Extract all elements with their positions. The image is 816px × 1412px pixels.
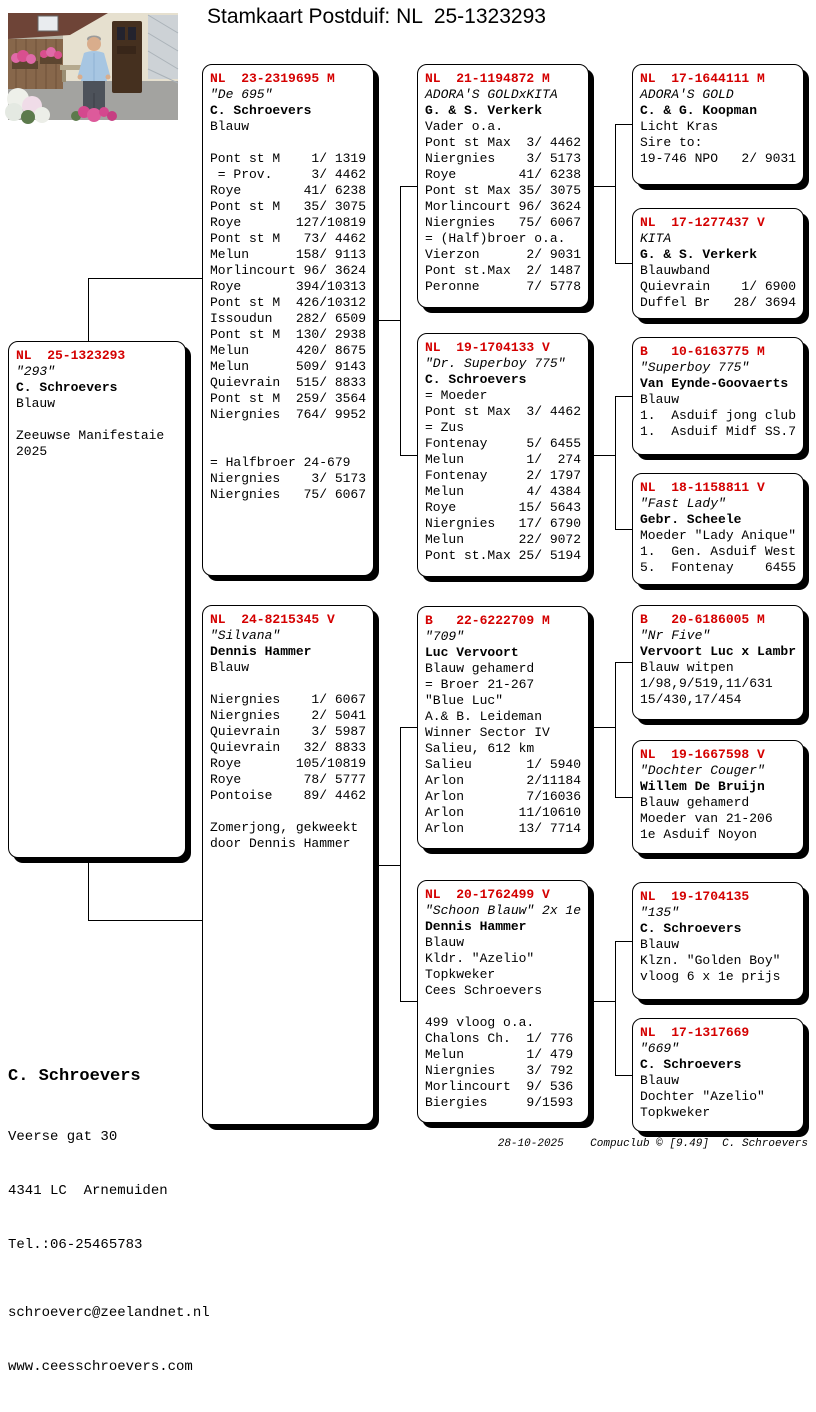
fancier-name: Dennis Hammer — [210, 644, 312, 659]
box-line: Cees Schroevers — [425, 983, 543, 998]
box-line: Niergnies 2/ 5041 — [210, 708, 367, 723]
pedigree-box-greatgrandparent-5 — [632, 605, 804, 720]
box-line: 1/98,9/519,11/631 — [640, 676, 773, 691]
connector-line — [88, 920, 202, 921]
box-line: Roye 15/ 5643 — [425, 500, 582, 515]
box-line: Moeder "Lady Anique" — [640, 528, 797, 543]
ring-number: NL 17-1277437 V — [640, 215, 765, 230]
box-line: Quievrain 32/ 8833 — [210, 740, 367, 755]
ring-number: NL 18-1158811 V — [640, 480, 765, 495]
fancier-name: G. & S. Verkerk — [640, 247, 758, 262]
fancier-name: C. & G. Koopman — [640, 103, 758, 118]
box-line: Niergnies 17/ 6790 — [425, 516, 582, 531]
box-line: Roye 78/ 5777 — [210, 772, 367, 787]
connector-line — [88, 858, 89, 920]
pigeon-name: ADORA'S GOLDxKITA — [425, 87, 558, 102]
box-line: 1. Gen. Asduif West — [640, 544, 797, 559]
connector-line — [615, 396, 632, 397]
box-line: Niergnies 3/ 5173 — [210, 471, 367, 486]
box-line: vloog 6 x 1e prijs — [640, 969, 781, 984]
box-line: Blauw witpen — [640, 660, 734, 675]
contact-address-line: 4341 LC Arnemuiden — [8, 1183, 168, 1199]
pedigree-box-grandsire-maternal — [417, 606, 589, 849]
box-line: Pont st M 73/ 4462 — [210, 231, 367, 246]
box-line: A.& B. Leideman — [425, 709, 543, 724]
box-line: Blauw — [425, 935, 465, 950]
pedigree-box-granddam-paternal — [417, 333, 589, 577]
connector-line — [615, 797, 632, 798]
fancier-name: C. Schroevers — [425, 372, 527, 387]
box-line: Niergnies 1/ 6067 — [210, 692, 367, 707]
box-line: Blauw — [640, 1073, 680, 1088]
fancier-name: Luc Vervoort — [425, 645, 519, 660]
pedigree-box-grandsire-paternal — [417, 64, 589, 308]
connector-line — [615, 124, 616, 264]
pigeon-name: "Schoon Blauw" 2x 1e — [425, 903, 582, 918]
box-line: Salieu 1/ 5940 — [425, 757, 582, 772]
box-line: Roye 394/10313 — [210, 279, 367, 294]
box-line: Topkweker — [425, 967, 496, 982]
box-line: Niergnies 75/ 6067 — [425, 215, 582, 230]
fancier-name: C. Schroevers — [210, 103, 312, 118]
box-line — [210, 439, 366, 455]
box-line: Blauw gehamerd — [640, 795, 750, 810]
box-line: = Zus — [425, 420, 465, 435]
fancier-name: Gebr. Scheele — [640, 512, 742, 527]
ring-number: NL 17-1644111 M — [640, 71, 765, 86]
ring-number: NL 19-1704133 V — [425, 340, 550, 355]
box-line: = Halfbroer 24-679 — [210, 455, 351, 470]
contact-address-line: Tel.:06-25465783 — [8, 1237, 143, 1253]
pedigree-box-granddam-maternal — [417, 880, 589, 1123]
box-line: Morlincourt 9/ 536 — [425, 1079, 574, 1094]
fancier-name: G. & S. Verkerk — [425, 103, 543, 118]
box-line: Fontenay 2/ 1797 — [425, 468, 582, 483]
contact-name: C. Schroevers — [8, 1067, 141, 1086]
box-line: 1. Asduif Midf SS.7 — [640, 424, 797, 439]
fancier-name: Vervoort Luc x Lambr — [640, 644, 797, 659]
connector-line — [589, 455, 615, 456]
box-line: Pontoise 89/ 4462 — [210, 788, 367, 803]
box-line: Zeeuwse Manifestaie — [16, 428, 165, 443]
box-line: Morlincourt 96/ 3624 — [210, 263, 367, 278]
box-line: Niergnies 75/ 6067 — [210, 487, 367, 502]
box-line: Melun 1/ 479 — [425, 1047, 574, 1062]
ring-number: NL 24-8215345 V — [210, 612, 335, 627]
box-line: Niergnies 3/ 5173 — [425, 151, 582, 166]
box-line: Biergies 9/1593 — [425, 1095, 574, 1110]
box-line: Arlon 7/16036 — [425, 789, 582, 804]
pigeon-name: "669" — [640, 1041, 680, 1056]
box-line: Winner Sector IV — [425, 725, 550, 740]
fancier-name: Van Eynde-Goovaerts — [640, 376, 789, 391]
box-line: Morlincourt 96/ 3624 — [425, 199, 582, 214]
pedigree-box-greatgrandparent-6 — [632, 740, 804, 854]
box-line: Melun 22/ 9072 — [425, 532, 582, 547]
box-line: 499 vloog o.a. — [425, 1015, 535, 1030]
connector-line — [615, 396, 616, 530]
connector-line — [615, 662, 616, 798]
pigeon-name: "De 695" — [210, 87, 273, 102]
pigeon-name: "135" — [640, 905, 680, 920]
box-line — [210, 804, 366, 820]
pedigree-box-dam — [202, 605, 374, 1125]
box-line — [425, 999, 581, 1015]
pigeon-name: "Silvana" — [210, 628, 281, 643]
box-line: Pont st Max 3/ 4462 — [425, 404, 582, 419]
box-line: Pont st M 130/ 2938 — [210, 327, 367, 342]
fancier-name: C. Schroevers — [16, 380, 118, 395]
ring-number: NL 23-2319695 M — [210, 71, 335, 86]
connector-line — [615, 1075, 632, 1076]
box-line: 19-746 NPO 2/ 9031 — [640, 151, 797, 166]
box-line: Arlon 11/10610 — [425, 805, 582, 820]
box-line: Melun 420/ 8675 — [210, 343, 367, 358]
box-line: Blauwband — [640, 263, 711, 278]
connector-line — [615, 124, 632, 125]
box-line: Blauw gehamerd — [425, 661, 535, 676]
box-line: Quievrain 1/ 6900 — [640, 279, 797, 294]
box-line: Fontenay 5/ 6455 — [425, 436, 582, 451]
ring-number: NL 25-1323293 — [16, 348, 126, 363]
box-line: = Moeder — [425, 388, 488, 403]
ring-number: NL 21-1194872 M — [425, 71, 550, 86]
box-line: Peronne 7/ 5778 — [425, 279, 582, 294]
box-line: Moeder van 21-206 — [640, 811, 773, 826]
connector-line — [88, 278, 202, 279]
ring-number: NL 17-1317669 — [640, 1025, 750, 1040]
pigeon-name: "Dochter Couger" — [640, 763, 765, 778]
fancier-name: Dennis Hammer — [425, 919, 527, 934]
box-line: Pont st M 1/ 1319 — [210, 151, 367, 166]
box-line: Pont st M 35/ 3075 — [210, 199, 367, 214]
connector-line — [615, 941, 616, 1076]
box-line — [210, 676, 366, 692]
pedigree-box-greatgrandparent-7 — [632, 882, 804, 1000]
pigeon-name: "Nr Five" — [640, 628, 711, 643]
box-line: Roye 41/ 6238 — [210, 183, 367, 198]
ring-number: B 20-6186005 M — [640, 612, 765, 627]
box-line: Niergnies 3/ 792 — [425, 1063, 574, 1078]
box-line: Melun 1/ 274 — [425, 452, 582, 467]
box-line: Quievrain 3/ 5987 — [210, 724, 367, 739]
box-line: 2025 — [16, 444, 48, 459]
contact-email: schroeverc@zeelandnet.nl — [8, 1305, 210, 1321]
box-line: 1. Asduif jong club — [640, 408, 797, 423]
box-line: Quievrain 515/ 8833 — [210, 375, 367, 390]
pigeon-name: KITA — [640, 231, 672, 246]
contact-website: www.ceesschroevers.com — [8, 1359, 193, 1375]
box-line: Dochter "Azelio" — [640, 1089, 765, 1104]
box-line: Melun 158/ 9113 — [210, 247, 367, 262]
box-line: Zomerjong, gekweekt — [210, 820, 359, 835]
box-line: Issoudun 282/ 6509 — [210, 311, 367, 326]
box-line: = (Half)broer o.a. — [425, 231, 566, 246]
box-line: Blauw — [210, 119, 250, 134]
box-line: Melun 509/ 9143 — [210, 359, 367, 374]
box-line: Arlon 13/ 7714 — [425, 821, 582, 836]
ring-number: B 10-6163775 M — [640, 344, 765, 359]
box-line: = Broer 21-267 — [425, 677, 535, 692]
fancier-name: Willem De Bruijn — [640, 779, 765, 794]
fancier-name: C. Schroevers — [640, 1057, 742, 1072]
box-line: Arlon 2/11184 — [425, 773, 582, 788]
box-line: 15/430,17/454 — [640, 692, 742, 707]
box-line: Melun 4/ 4384 — [425, 484, 582, 499]
connector-line — [88, 278, 89, 341]
box-line: Pont st Max 35/ 3075 — [425, 183, 582, 198]
box-line: Pont st.Max 25/ 5194 — [425, 548, 582, 563]
box-line: Topkweker — [640, 1105, 711, 1120]
pedigree-box-sire — [202, 64, 374, 576]
box-line: Pont st M 426/10312 — [210, 295, 367, 310]
box-line: 5. Fontenay 6455 — [640, 560, 797, 575]
box-line: Blauw — [640, 392, 680, 407]
box-line: 1e Asduif Noyon — [640, 827, 758, 842]
box-line: Blauw — [640, 937, 680, 952]
box-line: Niergnies 764/ 9952 — [210, 407, 367, 422]
box-line — [210, 423, 366, 439]
box-line — [16, 412, 178, 428]
contact-block — [8, 1032, 210, 1412]
box-line: Licht Kras — [640, 119, 719, 134]
pedigree-box-greatgrandparent-1 — [632, 64, 804, 185]
connector-line — [615, 263, 632, 264]
box-line: Pont st M 259/ 3564 — [210, 391, 367, 406]
pigeon-name: "Fast Lady" — [640, 496, 726, 511]
pigeon-name: "Superboy 775" — [640, 360, 750, 375]
fancier-name: C. Schroevers — [640, 921, 742, 936]
pigeon-name: ADORA'S GOLD — [640, 87, 734, 102]
box-line: Pont st Max 3/ 4462 — [425, 135, 582, 150]
connector-line — [400, 455, 417, 456]
ring-number: B 22-6222709 M — [425, 613, 550, 628]
box-line: Pont st.Max 2/ 1487 — [425, 263, 582, 278]
box-line: Roye 127/10819 — [210, 215, 367, 230]
box-line: Sire to: — [640, 135, 703, 150]
pedigree-box-subject — [8, 341, 186, 858]
ring-number: NL 19-1667598 V — [640, 747, 765, 762]
pigeon-name: "Dr. Superboy 775" — [425, 356, 566, 371]
box-line: door Dennis Hammer — [210, 836, 351, 851]
box-line: "Blue Luc" — [425, 693, 504, 708]
pedigree-box-greatgrandparent-8 — [632, 1018, 804, 1132]
footer-credit: 28-10-2025 Compuclub © [9.49] C. Schroevers — [497, 1138, 808, 1150]
pigeon-name: "293" — [16, 364, 56, 379]
connector-line — [589, 727, 615, 728]
box-line: = Prov. 3/ 4462 — [210, 167, 367, 182]
box-line: Vader o.a. — [425, 119, 504, 134]
connector-line — [374, 320, 400, 321]
connector-line — [400, 186, 417, 187]
box-line: Kldr. "Azelio" — [425, 951, 535, 966]
connector-line — [615, 662, 632, 663]
box-line: Roye 41/ 6238 — [425, 167, 582, 182]
pedigree-box-greatgrandparent-4 — [632, 473, 804, 585]
connector-line — [589, 1001, 615, 1002]
pigeon-name: "709" — [425, 629, 465, 644]
box-line: Vierzon 2/ 9031 — [425, 247, 582, 262]
ring-number: NL 19-1704135 — [640, 889, 750, 904]
page-title: Stamkaart Postduif: NL 25-1323293 — [207, 5, 546, 28]
box-line: Roye 105/10819 — [210, 756, 367, 771]
contact-address-line: Veerse gat 30 — [8, 1129, 118, 1145]
connector-line — [400, 727, 401, 1002]
connector-line — [615, 941, 632, 942]
pedigree-box-greatgrandparent-2 — [632, 208, 804, 319]
connector-line — [589, 186, 615, 187]
connector-line — [374, 865, 400, 866]
fancier-photo — [8, 13, 178, 120]
ring-number: NL 20-1762499 V — [425, 887, 550, 902]
box-line: Duffel Br 28/ 3694 — [640, 295, 797, 310]
box-line: Chalons Ch. 1/ 776 — [425, 1031, 574, 1046]
box-line: Blauw — [16, 396, 56, 411]
pedigree-box-greatgrandparent-3 — [632, 337, 804, 455]
connector-line — [615, 529, 632, 530]
box-line — [210, 135, 366, 151]
connector-line — [400, 1001, 417, 1002]
box-line: Klzn. "Golden Boy" — [640, 953, 781, 968]
connector-line — [400, 186, 401, 456]
box-line: Blauw — [210, 660, 250, 675]
box-line: Salieu, 612 km — [425, 741, 535, 756]
connector-line — [400, 727, 417, 728]
